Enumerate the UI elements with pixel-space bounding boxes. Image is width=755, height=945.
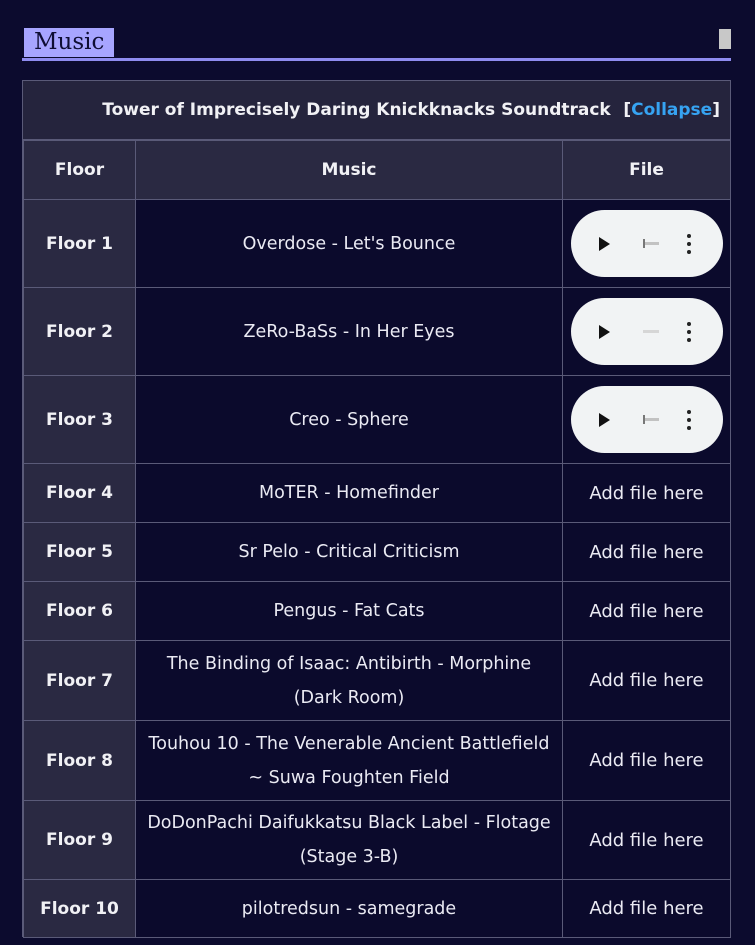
music-cell: Sr Pelo - Critical Criticism <box>136 523 563 582</box>
soundtrack-table <box>23 140 731 938</box>
table-row <box>24 523 731 582</box>
more-options-icon[interactable] <box>687 410 691 430</box>
music-cell: Pengus - Fat Cats <box>136 582 563 641</box>
play-icon[interactable] <box>599 413 610 427</box>
header-music: Music <box>136 141 563 200</box>
section-edit-handle[interactable] <box>719 29 731 49</box>
table-row <box>24 801 731 880</box>
play-icon[interactable] <box>599 237 610 251</box>
music-section-header <box>22 28 731 61</box>
music-cell: MoTER - Homefinder <box>136 464 563 523</box>
header-file: File <box>563 141 731 200</box>
table-row <box>24 582 731 641</box>
collapse-link[interactable]: Collapse <box>631 100 713 120</box>
collapse-toggle <box>623 100 720 120</box>
file-cell <box>563 376 731 464</box>
file-cell[interactable]: Add file here <box>563 523 731 582</box>
page-top-fragment <box>0 0 755 10</box>
floor-cell: Floor 3 <box>24 376 136 464</box>
table-row <box>24 721 731 801</box>
music-cell: pilotredsun - samegrade <box>136 880 563 938</box>
table-row <box>24 376 731 464</box>
floor-cell: Floor 8 <box>24 721 136 801</box>
file-cell <box>563 200 731 288</box>
floor-cell: Floor 10 <box>24 880 136 938</box>
file-cell[interactable]: Add file here <box>563 880 731 938</box>
music-cell: ZeRo-BaSs - In Her Eyes <box>136 288 563 376</box>
floor-cell: Floor 2 <box>24 288 136 376</box>
file-cell[interactable]: Add file here <box>563 721 731 801</box>
table-row <box>24 464 731 523</box>
table-row <box>24 288 731 376</box>
floor-cell: Floor 5 <box>24 523 136 582</box>
header-floor: Floor <box>24 141 136 200</box>
navbox-title: Tower of Imprecisely Daring Knickknacks Soundtrack <box>102 100 611 120</box>
more-options-icon[interactable] <box>687 234 691 254</box>
file-cell[interactable]: Add file here <box>563 801 731 880</box>
file-cell[interactable]: Add file here <box>563 641 731 721</box>
collapse-bracket-close: ] <box>712 100 720 120</box>
floor-cell: Floor 6 <box>24 582 136 641</box>
table-row <box>24 880 731 938</box>
play-icon[interactable] <box>599 325 610 339</box>
music-cell: Touhou 10 - The Venerable Ancient Battlefield ~ Suwa Foughten Field <box>136 721 563 801</box>
file-cell[interactable]: Add file here <box>563 464 731 523</box>
collapse-bracket-open: [ <box>623 100 632 120</box>
audio-player[interactable] <box>571 210 723 277</box>
music-cell: The Binding of Isaac: Antibirth - Morphine (Dark Room) <box>136 641 563 721</box>
floor-cell: Floor 9 <box>24 801 136 880</box>
progress-bar[interactable] <box>643 418 659 421</box>
soundtrack-navbox <box>22 80 731 937</box>
progress-bar[interactable] <box>643 242 659 245</box>
section-title: Music <box>24 28 114 57</box>
more-options-icon[interactable] <box>687 322 691 342</box>
floor-cell: Floor 1 <box>24 200 136 288</box>
music-cell: Creo - Sphere <box>136 376 563 464</box>
music-cell: DoDonPachi Daifukkatsu Black Label - Flotage (Stage 3-B) <box>136 801 563 880</box>
floor-cell: Floor 4 <box>24 464 136 523</box>
audio-player[interactable] <box>571 298 723 365</box>
navbox-title-row <box>23 81 730 140</box>
table-row <box>24 641 731 721</box>
audio-player[interactable] <box>571 386 723 453</box>
progress-bar[interactable] <box>643 330 659 333</box>
table-header-row <box>24 141 731 200</box>
music-cell: Overdose - Let's Bounce <box>136 200 563 288</box>
table-row <box>24 200 731 288</box>
file-cell[interactable]: Add file here <box>563 582 731 641</box>
file-cell <box>563 288 731 376</box>
floor-cell: Floor 7 <box>24 641 136 721</box>
